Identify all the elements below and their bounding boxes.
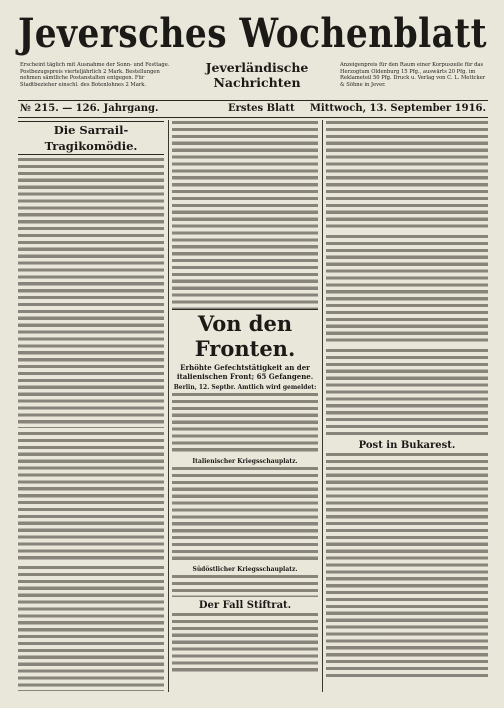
article-paragraph <box>172 121 318 309</box>
subtitle-block <box>176 60 338 90</box>
article-paragraph <box>172 467 318 563</box>
article-headline: Die Sarrail-Tragikomödie. <box>18 121 164 155</box>
column-2 <box>172 121 318 691</box>
column-1 <box>18 121 164 691</box>
masthead-title: Jeversches Wochenblatt <box>18 10 487 57</box>
column-divider <box>168 120 169 692</box>
subtitle-line-1: Jeverländische <box>205 60 309 75</box>
article-paragraph <box>18 566 164 691</box>
header-rule-bottom <box>18 117 488 118</box>
article-paragraph <box>326 349 488 437</box>
article-headline: Post in Bukarest. <box>358 440 456 451</box>
header-info-left: Erscheint täglich mit Ausnahme der Sonn- und Festtage. Postbezugspreis vierteljährlich 2 Mark. Bestellungen nehmen sämtliche Postanstalten entgegen. Für Stadtbezieher einschl. des Botenlohnes 2 Mark. <box>20 62 170 88</box>
header-info-right: Anzeigenpreis für den Raum einer Korpuszeile für das Herzogtum Oldenburg 15 Pfg., auswärts 20 Pfg. im Reklameteil 50 Pfg. Druck u. Verlag von C. L. Mettcker & Söhne in Jever. <box>340 62 486 88</box>
issue-edition: Erstes Blatt <box>228 103 295 114</box>
header-rule-top <box>18 100 488 101</box>
column-3 <box>326 121 488 691</box>
issue-date: Mittwoch, 13. September 1916. <box>309 103 486 114</box>
section-subheadline: Erhöhte Gefechtstätigkeit an der italienischen Front; 65 Gefangene. <box>176 363 314 381</box>
article-paragraph <box>326 453 488 678</box>
subtitle-line-2: Nachrichten <box>213 75 301 90</box>
article-paragraph <box>326 235 488 345</box>
article-paragraph <box>172 393 318 455</box>
dateline: Italienischer Kriegsschauplatz. <box>192 458 298 465</box>
section-headline: Von den Fronten. <box>172 309 318 361</box>
article-paragraph <box>172 575 318 597</box>
article-paragraph <box>326 121 488 231</box>
issue-number: № 215. — 126. Jahrgang. <box>20 103 159 114</box>
dateline: Südöstlicher Kriegsschauplatz. <box>192 566 298 573</box>
issue-line <box>18 102 488 116</box>
article-headline: Der Fall Stiftrat. <box>198 600 292 611</box>
article-paragraph <box>18 432 164 562</box>
dateline: Berlin, 12. Septbr. Amtlich wird gemeldet: <box>173 384 317 391</box>
article-paragraph <box>172 613 318 673</box>
column-divider <box>322 120 323 692</box>
article-paragraph <box>18 158 164 428</box>
